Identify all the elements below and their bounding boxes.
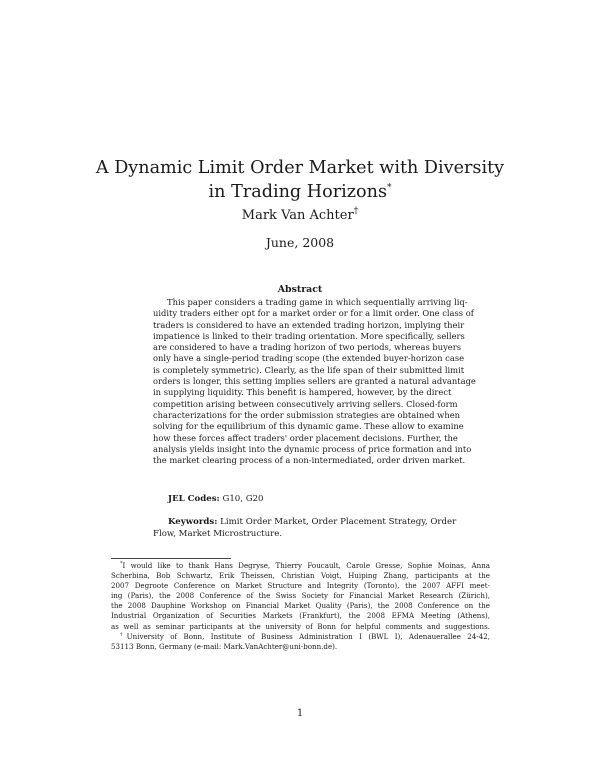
abstract-line: traders is considered to have an extended trading horizon, implying their	[153, 319, 465, 330]
footnote-1-marker: *	[120, 560, 123, 567]
keywords-label: Keywords:	[168, 517, 218, 527]
footnote-2-marker: †	[120, 631, 127, 638]
footnote-1-line	[111, 561, 490, 571]
abstract-line: This paper considers a trading game in which sequentially arriving liq-	[167, 297, 468, 307]
abstract-line: competition arising between consecutively arriving sellers. Closed-form	[153, 398, 458, 409]
footnote-1-line: 2007 Degroote Conference on Market Structure and Integrity (Toronto), the 2007 AFFI meet-	[111, 581, 490, 591]
footnote-1-line: the 2008 Dauphine Workshop on Financial Market Quality (Paris), the 2008 Conference on the	[111, 601, 490, 611]
abstract-body	[153, 297, 476, 466]
abstract-line: is completely symmetric). Clearly, as the life span of their submitted limit	[153, 364, 465, 375]
footnote-1-line: ing (Paris), the 2008 Conference of the Swiss Society for Financial Market Research (Zürich),	[111, 591, 490, 601]
abstract-line: impatience is linked to their trading orientation. More specifically, sellers	[153, 330, 465, 341]
footnote-1-line: Scherbina, Bob Schwartz, Erik Theissen, Christian Voigt, Huiping Zhang, participants at the	[111, 571, 490, 581]
abstract-heading: Abstract	[277, 284, 323, 295]
paper-title	[80, 156, 520, 204]
abstract-line: characterizations for the order submission strategies are obtained when	[153, 409, 461, 420]
footnote-1-line: Industrial Organization of Securities Markets (Frankfurt), the 2008 EFMA Meeting (Athens),	[111, 611, 490, 621]
footnote-1-text: I would like to thank Hans Degryse, Thierry Foucault, Carole Gresse, Sophie Moinas, Anna	[122, 561, 490, 570]
author-footnote-marker: †	[353, 206, 359, 217]
jel-value: G10, G20	[222, 494, 264, 504]
abstract-line: are considered to have a trading horizon of two periods, whereas buyers	[153, 342, 462, 353]
abstract-line: the market clearing process of a non-intermediated, order driven market.	[153, 455, 466, 466]
footnote-2-text: University of Bonn, Institute of Business Administration I (BWL I), Adenauerallee 24-42,	[126, 631, 490, 641]
keywords-text-1: Limit Order Market, Order Placement Strategy, Order	[220, 517, 457, 527]
keywords-line-2: Flow, Market Microstructure.	[153, 529, 283, 539]
author-name: Mark Van Achter	[241, 208, 354, 223]
author	[0, 208, 600, 224]
jel-codes	[168, 493, 264, 505]
abstract-line: orders is longer, this setting implies sellers are granted a natural advantage	[153, 376, 476, 387]
footnote-1-line: as well as seminar participants at the university of Bonn for helpful comments and suggestions.	[111, 621, 490, 631]
date: June, 2008	[265, 235, 335, 250]
footnote-rule	[111, 558, 231, 559]
title-line-1: A Dynamic Limit Order Market with Diversity	[95, 158, 505, 178]
abstract-line: only have a single-period trading scope (the extended buyer-horizon case	[153, 353, 465, 364]
abstract-line: analysis yields insight into the dynamic process of price formation and into	[153, 443, 472, 454]
title-footnote-marker: *	[386, 183, 392, 194]
abstract-line: solving for the equilibrium of this dynamic game. These allow to examine	[153, 421, 464, 432]
title-line-2	[80, 180, 520, 204]
footnote-2-line: 53113 Bonn, Germany (e-mail: Mark.VanAchter@uni-bonn.de).	[111, 641, 338, 651]
abstract-line: in supplying liquidity. This benefit is hampered, however, by the direct	[153, 387, 452, 398]
footnote-2-line	[111, 632, 490, 642]
title-line-2-text: in Trading Horizons	[208, 182, 387, 202]
page-number: 1	[296, 708, 304, 719]
footnotes	[111, 561, 490, 652]
abstract-line: uidity traders either opt for a market order or for a limit order. One class of	[153, 308, 474, 319]
jel-label: JEL Codes:	[168, 494, 220, 504]
keywords-line-1	[153, 516, 457, 528]
keywords	[153, 516, 457, 540]
abstract-line: how these forces affect traders' order placement decisions. Further, the	[153, 432, 458, 443]
